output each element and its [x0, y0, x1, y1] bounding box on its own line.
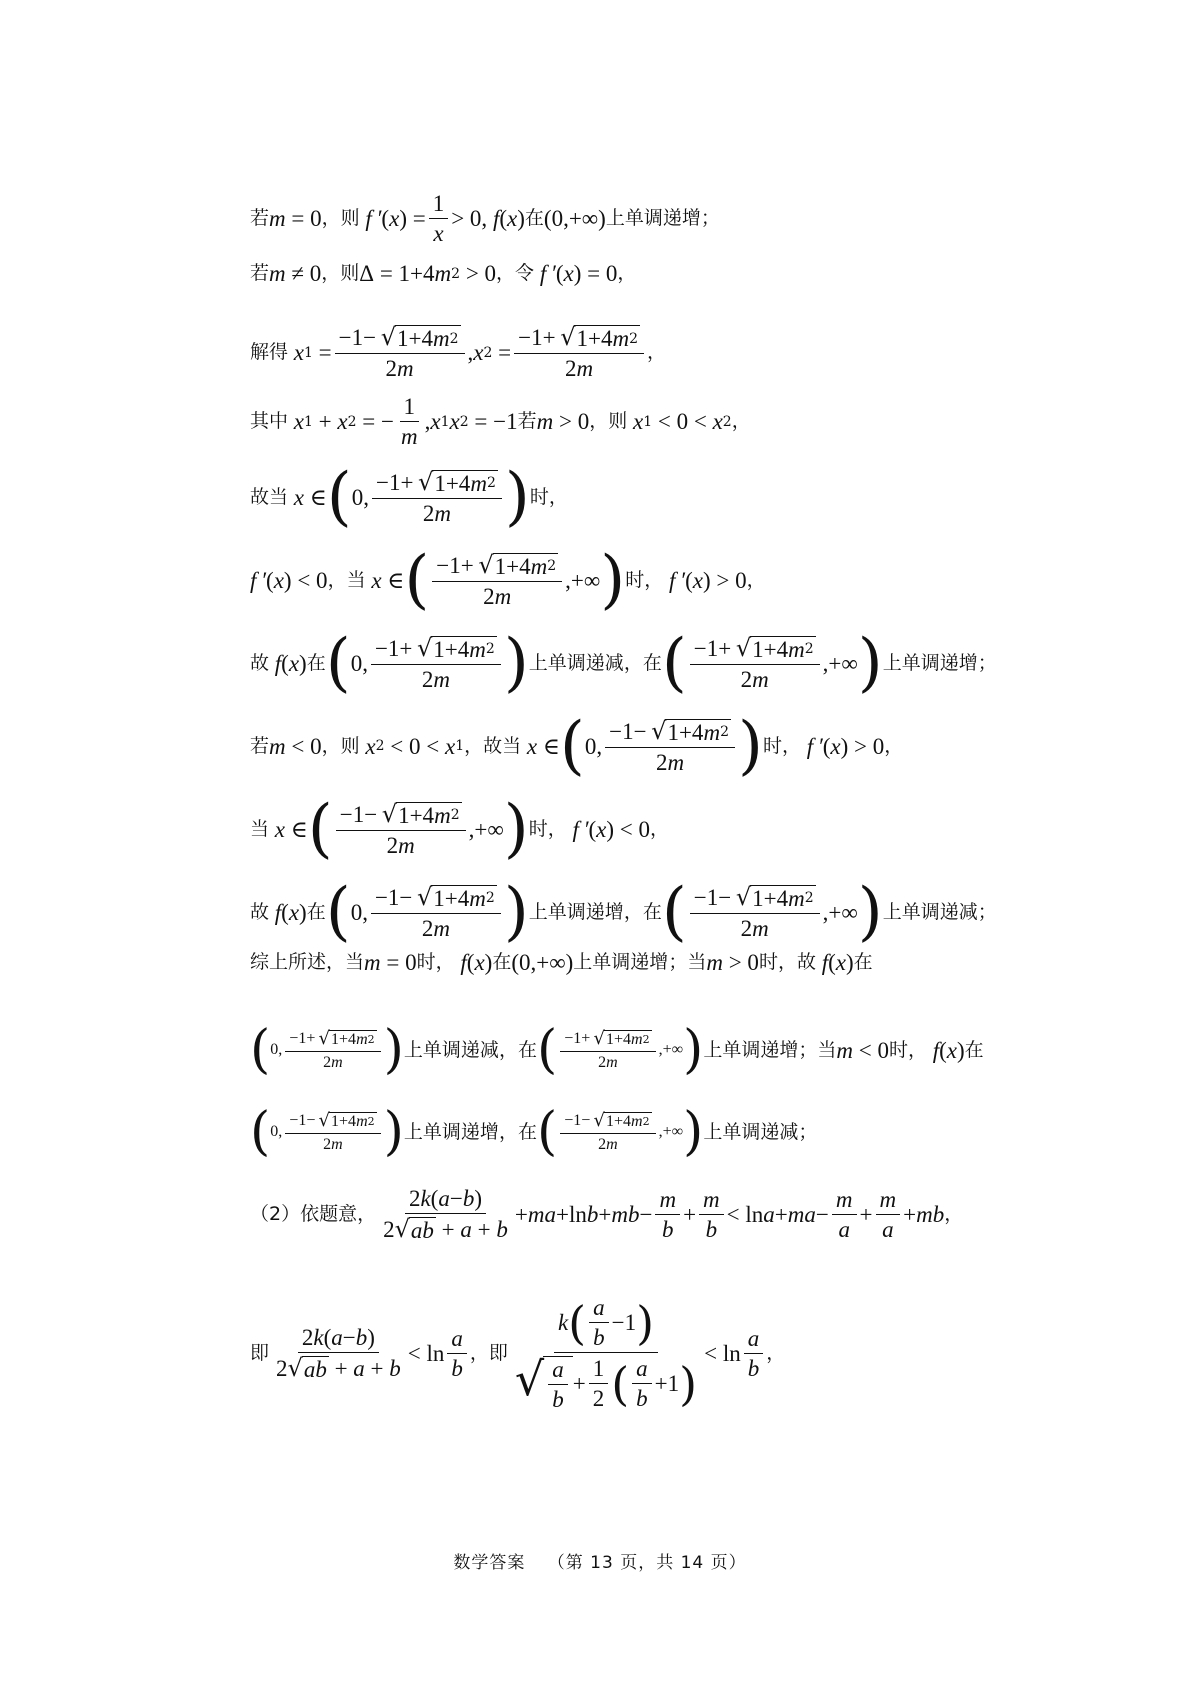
- fraction: −1− √ 1+4 m 2 2 m: [371, 885, 501, 940]
- text: ，: [944, 1203, 964, 1225]
- text: 即: [250, 1342, 270, 1364]
- text: 上单调递增: [528, 900, 624, 923]
- line-m-nonzero: 若 m ≠ 0 ，则 Δ = 1+4 m 2 > 0 ，令 f ′ ( x ) = 0 ，: [250, 261, 637, 286]
- line-part2: （2）依题意， 2 k ( a − b ) 2 √ ab + a + b + ma +ln b + mb − $\frac{m}{b}$ + $\frac{m}{b}$ < ln a + ma − $\frac{m}{a}$ + $\frac{m}{a}$ + mb ，: [250, 1186, 964, 1243]
- text: 若: [250, 262, 270, 284]
- text: 时，: [888, 1038, 927, 1061]
- fraction: 2 k ( a − b ) 2 √ ab + a + b: [276, 1325, 401, 1382]
- line-interval-1: 故当 x ∈ ( 0, −1+ √ 1+4 m 2 2 m ) 时，: [250, 460, 568, 534]
- fraction: −1− √ 1+4 m 2 2 m: [336, 802, 466, 857]
- text: ，则: [321, 734, 360, 757]
- text: 时，: [528, 817, 567, 840]
- text: ，: [650, 817, 670, 840]
- fraction: −1+ √ 1+4 m 2 2 m: [514, 325, 644, 380]
- text: 时，: [625, 568, 664, 591]
- line-m-zero: 若 m = 0 ，则 f ′ ( x ) = $\frac{1}{x}$ > 0, f ( x ) 在 (0,+∞) 上单调递增；: [250, 191, 720, 246]
- text: 当: [250, 817, 270, 840]
- text: ，: [617, 262, 637, 284]
- fraction: $\frac{m}{b}$: [655, 1188, 680, 1241]
- text: 上单调递增: [703, 1038, 799, 1061]
- text: ，在: [498, 1038, 537, 1061]
- text: 上单调递增: [573, 951, 669, 973]
- text: 上单调递增；: [882, 651, 997, 674]
- fraction: −1+ √ 1+4 m 2 2 m: [560, 1030, 655, 1071]
- line-summary-neg: ( 0, −1− √ 1+4 m 2 2 m ) 上单调递增 ，在 ( −1− √ 1+4 m 2 2 m ,+∞ ) 上单调递减；: [250, 1102, 818, 1162]
- text: ，: [647, 341, 667, 363]
- text: 故: [250, 651, 270, 674]
- text: ，则: [321, 262, 360, 284]
- text: （2）依题意，: [250, 1203, 377, 1225]
- text: ，在: [623, 900, 662, 923]
- line-m-negative: 若 m < 0 ，则 x 2 < 0 < x 1 ，故当 x ∈ ( 0, −1− √ 1+4 m 2 2 m ) 时， f ′ ( x ) > 0 ，: [250, 709, 904, 783]
- fraction: $\frac{1}{m}$: [400, 394, 418, 449]
- text: ，: [731, 410, 751, 432]
- fraction: −1+ √ 1+4 m 2 2 m: [690, 636, 820, 691]
- text: ，则: [321, 207, 360, 229]
- fraction: −1+ √ 1+4 m 2 2 m: [372, 470, 502, 525]
- fraction: −1− √ 1+4 m 2 2 m: [690, 885, 820, 940]
- line-monotonic-neg: 故 f ( x ) 在 ( 0, −1− √ 1+4 m 2 2 m ) 上单调递增 ，在 ( −1− √ 1+4 m 2 2 m ,+∞ ) 上单调递减；: [250, 875, 997, 949]
- line-interval-2: f ′ ( x ) < 0 ，当 x ∈ ( −1+ √ 1+4 m 2 2 m ,+∞ ) 时， f ′ ( x ) > 0 ，: [250, 543, 766, 617]
- text: 时，: [529, 485, 568, 508]
- text: 故当: [250, 485, 289, 508]
- line-interval-neg: 当 x ∈ ( −1− √ 1+4 m 2 2 m ,+∞ ) 时， f ′ ( x ) < 0 ，: [250, 792, 670, 866]
- text: ，: [766, 1342, 786, 1364]
- line-roots: 解得 x 1 = −1− √ 1+4 m 2 2 m , x 2 = −1+ √ 1+4 m 2 2 m ，: [250, 323, 667, 381]
- text: 若: [517, 410, 537, 432]
- text: 时，: [416, 951, 455, 973]
- text: 其中: [250, 410, 289, 432]
- page-footer: [0, 1548, 1200, 1573]
- fraction: 2 k ( a − b ) 2 √ ab + a + b: [383, 1186, 508, 1243]
- text: ，即: [469, 1342, 508, 1364]
- text: 在: [492, 951, 512, 973]
- text: 在: [306, 651, 326, 674]
- fraction: $\frac{m}{b}$: [699, 1188, 724, 1241]
- fraction: k ( $\frac{a}{b}$ −1 ) √ $\frac{a}{b}$ + $\frac{1}{2}$ ( $\frac{a}{b}$ +1 ): [514, 1295, 698, 1412]
- text: ，在: [498, 1120, 537, 1143]
- text: 在: [524, 207, 544, 229]
- text: 在: [853, 951, 873, 973]
- fraction: $\frac{m}{a}$: [832, 1188, 857, 1241]
- text: 在: [964, 1038, 984, 1061]
- line-vieta: 其中 x 1 + x 2 = − $\frac{1}{m}$ , x 1 x 2 = −1 若 m > 0 ，则 x 1 < 0 < x 2 ，: [250, 394, 751, 449]
- fraction: −1+ √ 1+4 m 2 2 m: [432, 553, 562, 608]
- line-summary-pos: ( 0, −1+ √ 1+4 m 2 2 m ) 上单调递减 ，在 ( −1+ √ 1+4 m 2 2 m ,+∞ ) 上单调递增 ；当 m < 0 时， f ( x ) 在: [250, 1020, 984, 1080]
- text: 解得: [250, 341, 289, 363]
- fraction: −1− √ 1+4 m 2 2 m: [605, 719, 735, 774]
- text: 在: [306, 900, 326, 923]
- fraction: $\frac{m}{a}$: [876, 1188, 901, 1241]
- fraction: −1− √ 1+4 m 2 2 m: [285, 1112, 380, 1153]
- text: ，故当: [464, 734, 522, 757]
- fraction: −1+ √ 1+4 m 2 2 m: [371, 636, 501, 691]
- text: 上单调递增；: [605, 207, 720, 229]
- fraction: −1+ √ 1+4 m 2 2 m: [285, 1030, 380, 1071]
- text: 上单调递减: [528, 651, 624, 674]
- text: 若: [250, 734, 270, 757]
- line-summary: 综上所述，当 m = 0 时， f ( x ) 在 (0,+∞) 上单调递增 ；当 m > 0 时，故 f ( x ) 在: [250, 950, 873, 975]
- text: ，: [884, 734, 904, 757]
- text: 时，故: [758, 951, 816, 973]
- text: ；当: [668, 951, 707, 973]
- text: ，: [746, 568, 766, 591]
- text: 上单调递减: [403, 1038, 499, 1061]
- text: 故: [250, 900, 270, 923]
- fraction: $\frac{a}{b}$: [744, 1327, 764, 1380]
- fraction: −1− √ 1+4 m 2 2 m: [335, 325, 465, 380]
- text: 若: [250, 207, 270, 229]
- line-monotonic-pos: 故 f ( x ) 在 ( 0, −1+ √ 1+4 m 2 2 m ) 上单调递减 ，在 ( −1+ √ 1+4 m 2 2 m ,+∞ ) 上单调递增；: [250, 626, 997, 700]
- text: 综上所述，当: [250, 951, 365, 973]
- fraction: $\frac{1}{x}$: [429, 192, 449, 245]
- fraction: $\frac{a}{b}$: [447, 1327, 467, 1380]
- fraction: −1− √ 1+4 m 2 2 m: [560, 1112, 655, 1153]
- text: 上单调递减；: [882, 900, 997, 923]
- footer-label: 数学答案: [453, 1553, 526, 1573]
- text: ，在: [623, 651, 662, 674]
- text: ，当: [327, 568, 366, 591]
- text: ；当: [798, 1038, 837, 1061]
- page-number: （第 13 页，共 14 页）: [547, 1553, 747, 1573]
- text: 时，: [762, 734, 801, 757]
- text: ，则: [589, 410, 628, 432]
- line-inequality: 即 2 k ( a − b ) 2 √ ab + a + b < ln $\frac{a}{b}$ ，即 k ( $\frac{a}{b}$ −1 ) √ $\frac{a}{b}$ + $\frac{1}{2}$ ( $\frac{a}{b}$ +1 ) < ln $\frac{a}{b}$ ，: [250, 1295, 786, 1412]
- text: 上单调递增: [403, 1120, 499, 1143]
- text: ，令: [496, 262, 535, 284]
- text: 上单调递减；: [703, 1120, 818, 1143]
